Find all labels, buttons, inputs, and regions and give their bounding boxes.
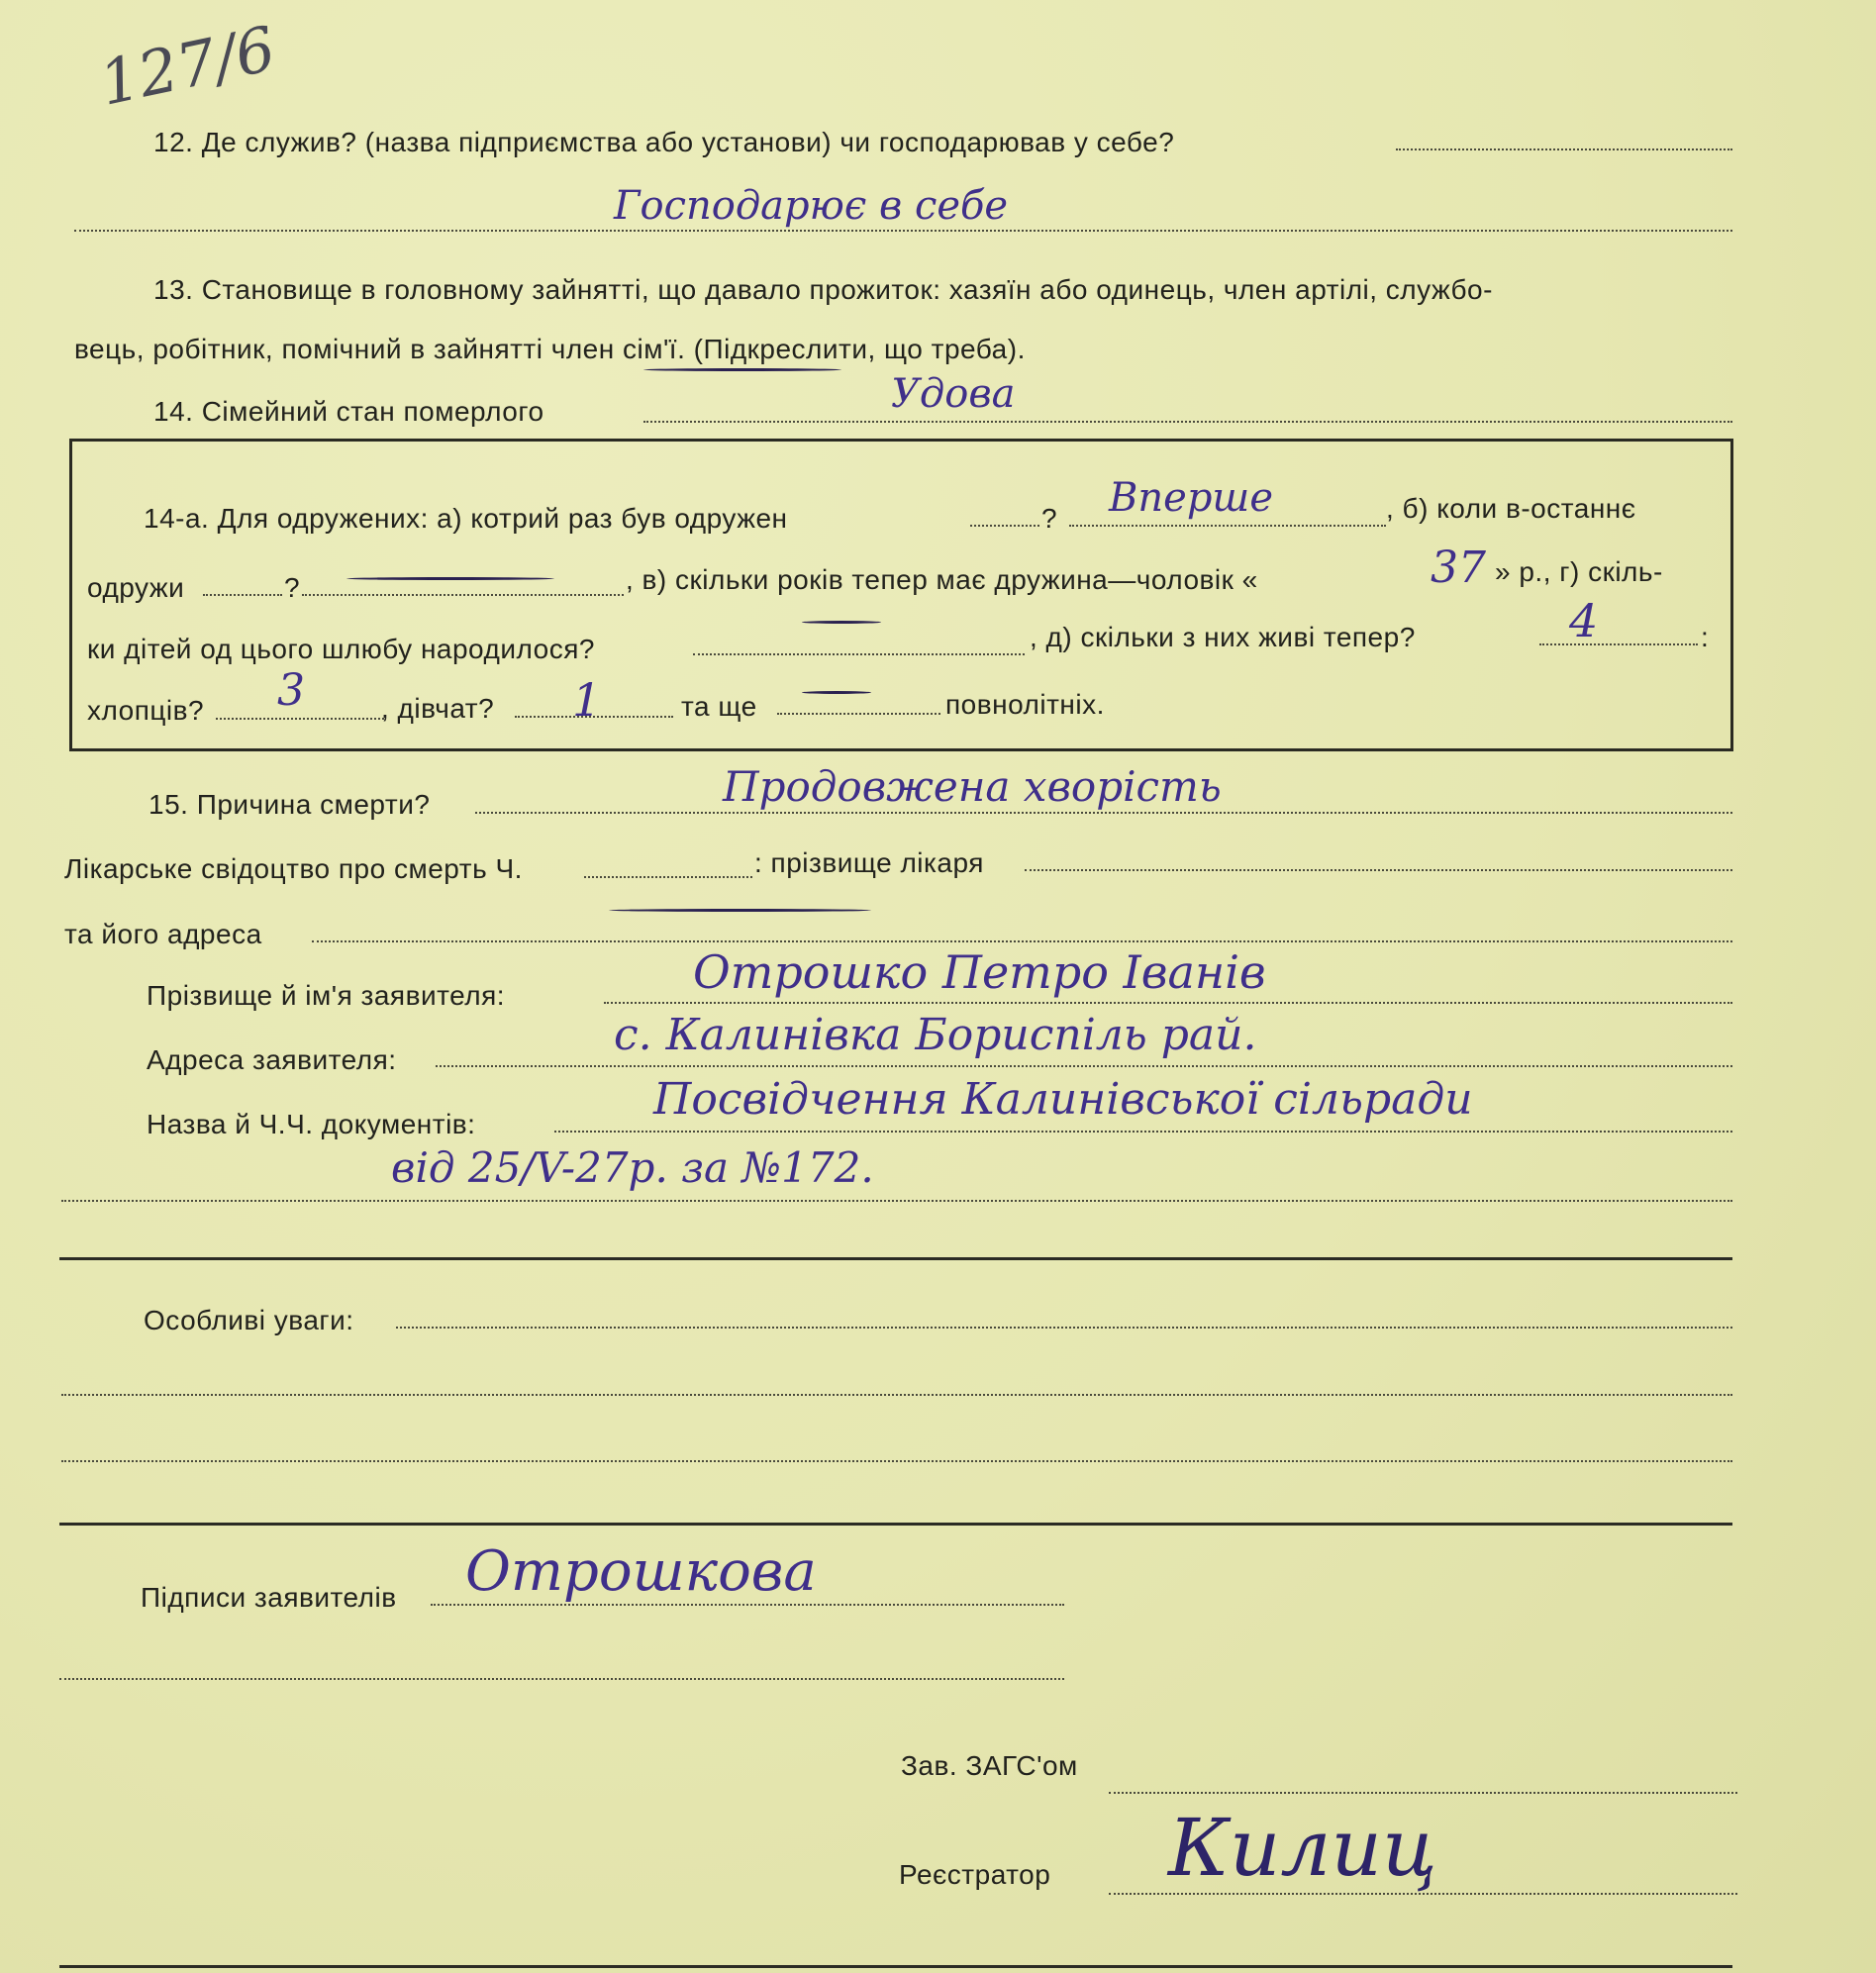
notes-dots-3 [61,1460,1732,1462]
applicant-name-dots [604,1002,1732,1004]
applicant-name-label: Прізвище й ім'я заявителя: [147,980,506,1011]
applicant-name: Отрошко Петро Іванів [693,945,1266,999]
q14a-line2-dash [346,577,554,580]
q14a-line3-colon: : [1701,622,1710,652]
documents-line1: Посвідчення Калинівської сільради [653,1074,1473,1125]
section-divider-2 [59,1523,1732,1526]
q15-dotted-line [475,812,1732,814]
applicant-address-label: Адреса заявителя: [147,1044,397,1075]
notes-dots-2 [61,1394,1732,1396]
q13-line1: 13. Становище в головному зайнятті, що давало прожиток: хазяїн або одинець, член артілі, службо- [153,274,1493,305]
q14a-girls-label: , дівчат? [381,693,495,724]
q14a-line2-dots1 [203,594,282,596]
q14a-line2-dots2 [302,594,624,596]
q14a-more-dash [802,691,871,694]
q14a-children-dash [802,621,881,624]
documents-dots [554,1131,1732,1133]
q14a-line1-dots1 [970,525,1039,527]
q14a-line1-b: , б) коли в-останнє [1386,493,1636,524]
q12-label: 12. Де служив? (назва підприємства або установи) чи господарював у себе? [153,127,1175,157]
doctor-label: : прізвище лікаря [754,847,984,878]
bottom-rule [59,1965,1732,1968]
q14a-line2-c: » р., г) скіль- [1495,556,1663,587]
notes-dots-1 [396,1327,1732,1329]
q14a-line3-dots2 [1539,643,1698,645]
doctor-address-label: та його адреса [64,919,262,949]
q13-line2: вець, робітник, помічний в зайнятті член сім'ї. (Підкреслити, що треба). [74,334,1026,364]
doctor-address-dots [312,940,1732,942]
applicant-signatures-label: Підписи заявителів [141,1582,397,1613]
documents-label: Назва й Ч.Ч. документів: [147,1109,476,1139]
q14-dotted-line [643,421,1732,423]
q14a-alive-count: 4 [1569,594,1599,647]
q15-answer: Продовжена хворість [723,762,1222,811]
documents-line2: від 25/V-27р. за №172. [391,1143,874,1192]
q14a-line1-dots2 [1069,525,1386,527]
q12-answer: Господарює в себе [614,183,1009,229]
q14a-line3-label: ки дітей од цього шлюбу народилося? [87,634,595,664]
notes-label: Особливі уваги: [144,1305,354,1335]
q14a-line3-b: , д) скільки з них живі тепер? [1030,622,1416,652]
q14a-boys-label: хлопців? [87,695,205,726]
q14a-boys-count: 3 [277,665,305,716]
q14a-more-label: та ще [681,691,757,722]
q14a-line2-b: , в) скільки років тепер має дружина—чоловік « [626,564,1258,595]
q14a-adult-label: повнолітніх. [945,689,1105,720]
doctor-address-dash [609,909,871,912]
q14-label: 14. Сімейний стан померлого [153,396,544,427]
registrar-label: Реєстратор [899,1859,1051,1890]
doctor-dots [1025,869,1732,871]
q14a-boys-dots [216,718,384,720]
page-number: 127/6 [93,12,282,120]
applicant-signature-dots-2 [59,1678,1064,1680]
applicant-address-dots [436,1065,1732,1067]
section-divider-1 [59,1257,1732,1260]
q14a-line1-q: ? [1041,503,1058,534]
q14a-girls-count: 1 [572,673,602,727]
zags-head-label: Зав. ЗАГС'ом [901,1750,1078,1781]
q15-label: 15. Причина смерти? [148,789,431,820]
medical-label: Лікарське свідоцтво про смерть Ч. [64,853,523,884]
q14a-line1-label: 14-а. Для одружених: а) котрий раз був одружен [144,503,788,534]
q14-answer: Удова [891,371,1016,417]
zags-head-dots [1109,1792,1737,1794]
applicant-signature-dots [431,1604,1064,1606]
q14a-line3-dots1 [693,653,1025,655]
applicant-address: с. Калинівка Бориспіль рай. [614,1010,1257,1060]
q12-dotted-line [1396,148,1732,150]
q14a-line2-q: ? [284,572,301,603]
documents-line2-dots [61,1200,1732,1202]
q13-underline [643,368,841,371]
q14a-spouse-age: 37 [1431,543,1486,593]
medical-number-dots [584,876,752,878]
q14a-line2-label: одружи [87,572,185,603]
registrar-signature: Килиц [1168,1802,1437,1894]
q14a-married-times: Вперше [1109,475,1273,521]
applicant-signature: Отрошкова [465,1539,817,1604]
q14a-more-dots [777,713,940,715]
q12-answer-line [74,230,1732,232]
